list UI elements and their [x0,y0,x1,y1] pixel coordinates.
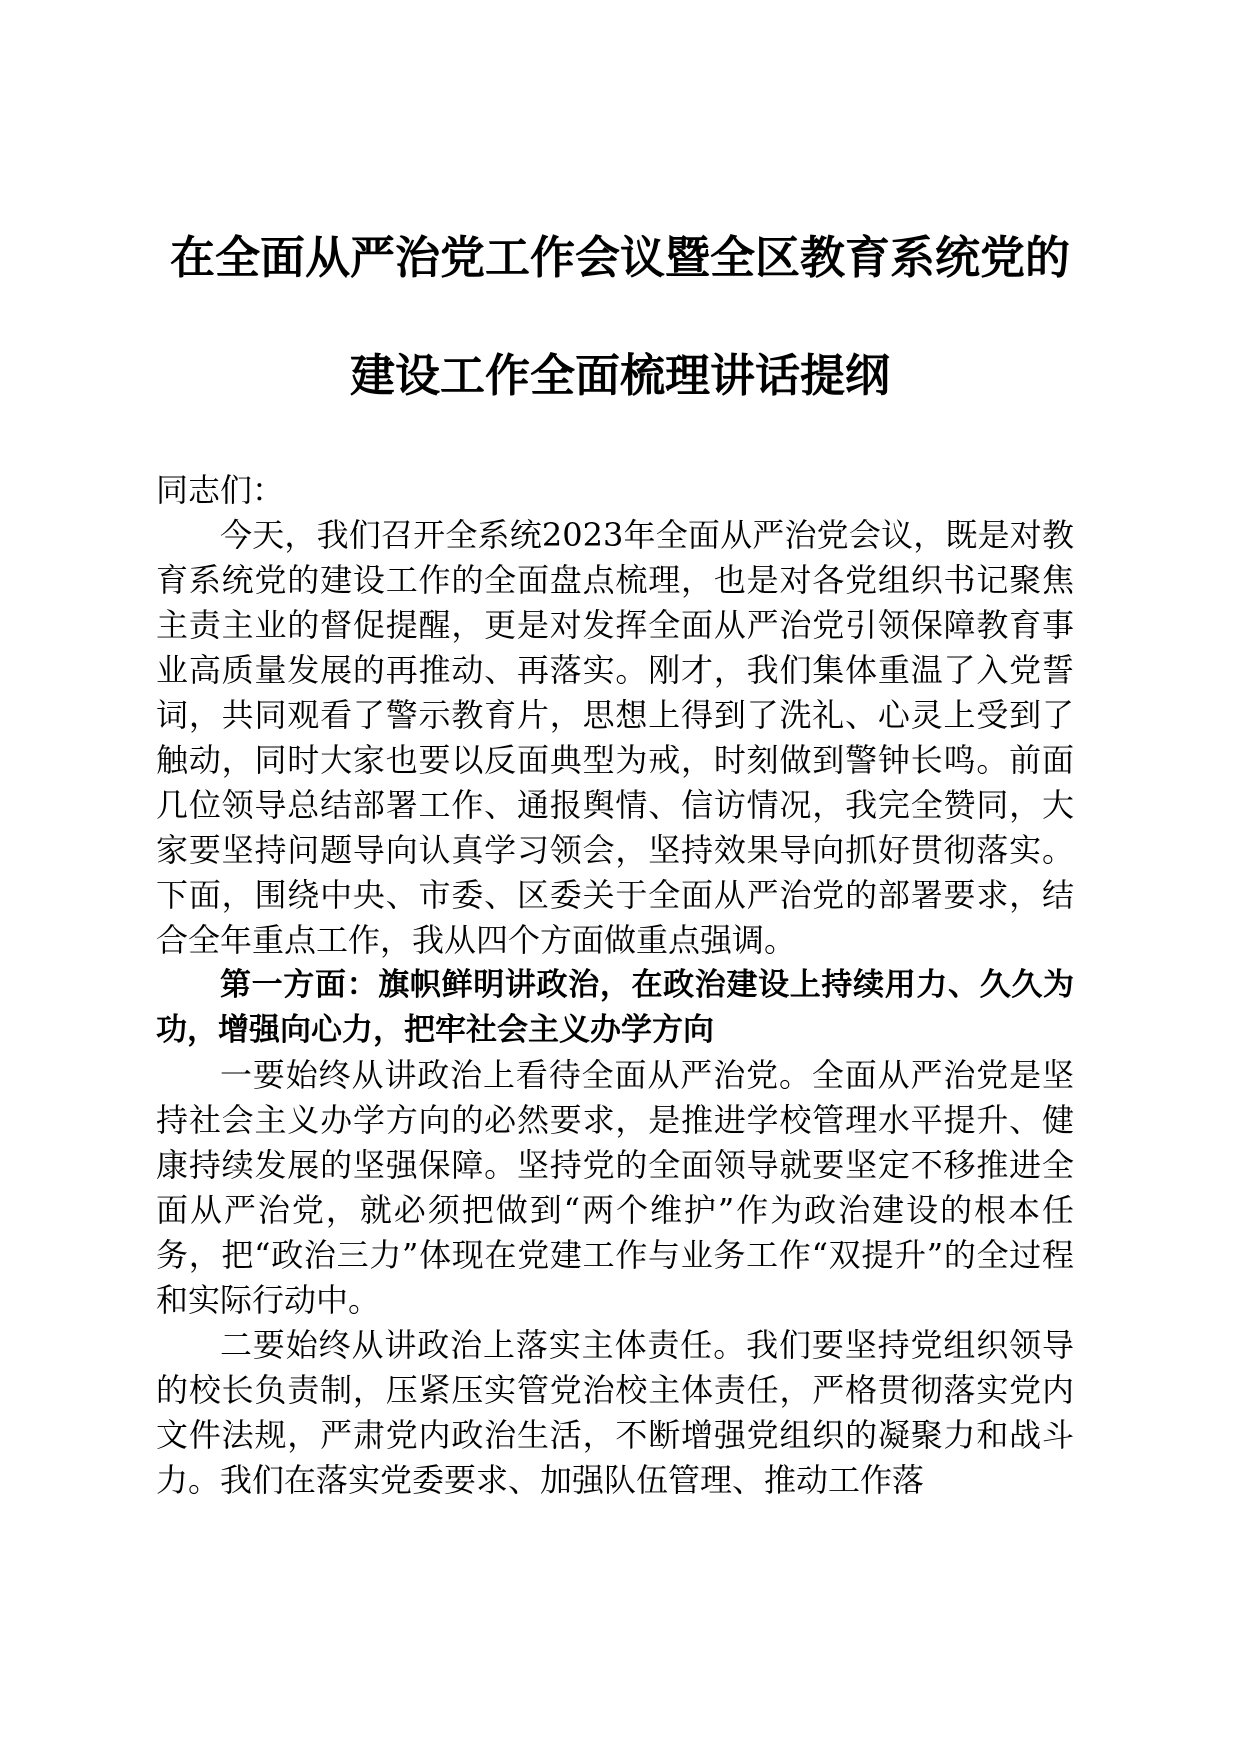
section-heading-1: 第一方面：旗帜鲜明讲政治，在政治建设上持续用力、久久为功，增强向心力，把牢社会主义办学方向 [156,967,1074,1048]
document-body [156,468,1074,1503]
paragraph-point-two: 二要始终从讲政治上落实主体责任。我们要坚持党组织领导的校长负责制，压紧压实管党治校主体责任，严格贯彻落实党内文件法规，严肃党内政治生活，不断增强党组织的凝聚力和战斗力。我们在落实党委要求、加强队伍管理、推动工作落 [156,1326,1074,1499]
salutation: 同志们： [156,471,285,509]
document-title-line-2: 建设工作全面梳理讲话提纲 [349,349,890,402]
paragraph-intro: 今天，我们召开全系统2023年全面从严治党会议，既是对教育系统党的建设工作的全面盘点梳理，也是对各党组织书记聚焦主责主业的督促提醒，更是对发挥全面从严治党引领保障教育事业高质量发展的再推动、再落实。刚才，我们集体重温了入党誓词，共同观看了警示教育片，思想上得到了洗礼、心灵上受到了触动，同时大家也要以反面典型为戒，时刻做到警钟长鸣。前面几位领导总结部署工作、通报舆情、信访情况，我完全赞同，大家要坚持问题导向认真学习领会，坚持效果导向抓好贯彻落实。下面，围绕中央、市委、区委关于全面从严治党的部署要求，结合全年重点工作，我从四个方面做重点强调。 [156,516,1074,959]
paragraph-point-one: 一要始终从讲政治上看待全面从严治党。全面从严治党是坚持社会主义办学方向的必然要求，是推进学校管理水平提升、健康持续发展的坚强保障。坚持党的全面领导就要坚定不移推进全面从严治党，就必须把做到“两个维护”作为政治建设的根本任务，把“政治三力”体现在党建工作与业务工作“双提升”的全过程和实际行动中。 [156,1056,1074,1319]
document-title-line-1: 在全面从严治党工作会议暨全区教育系统党的 [169,231,1070,284]
